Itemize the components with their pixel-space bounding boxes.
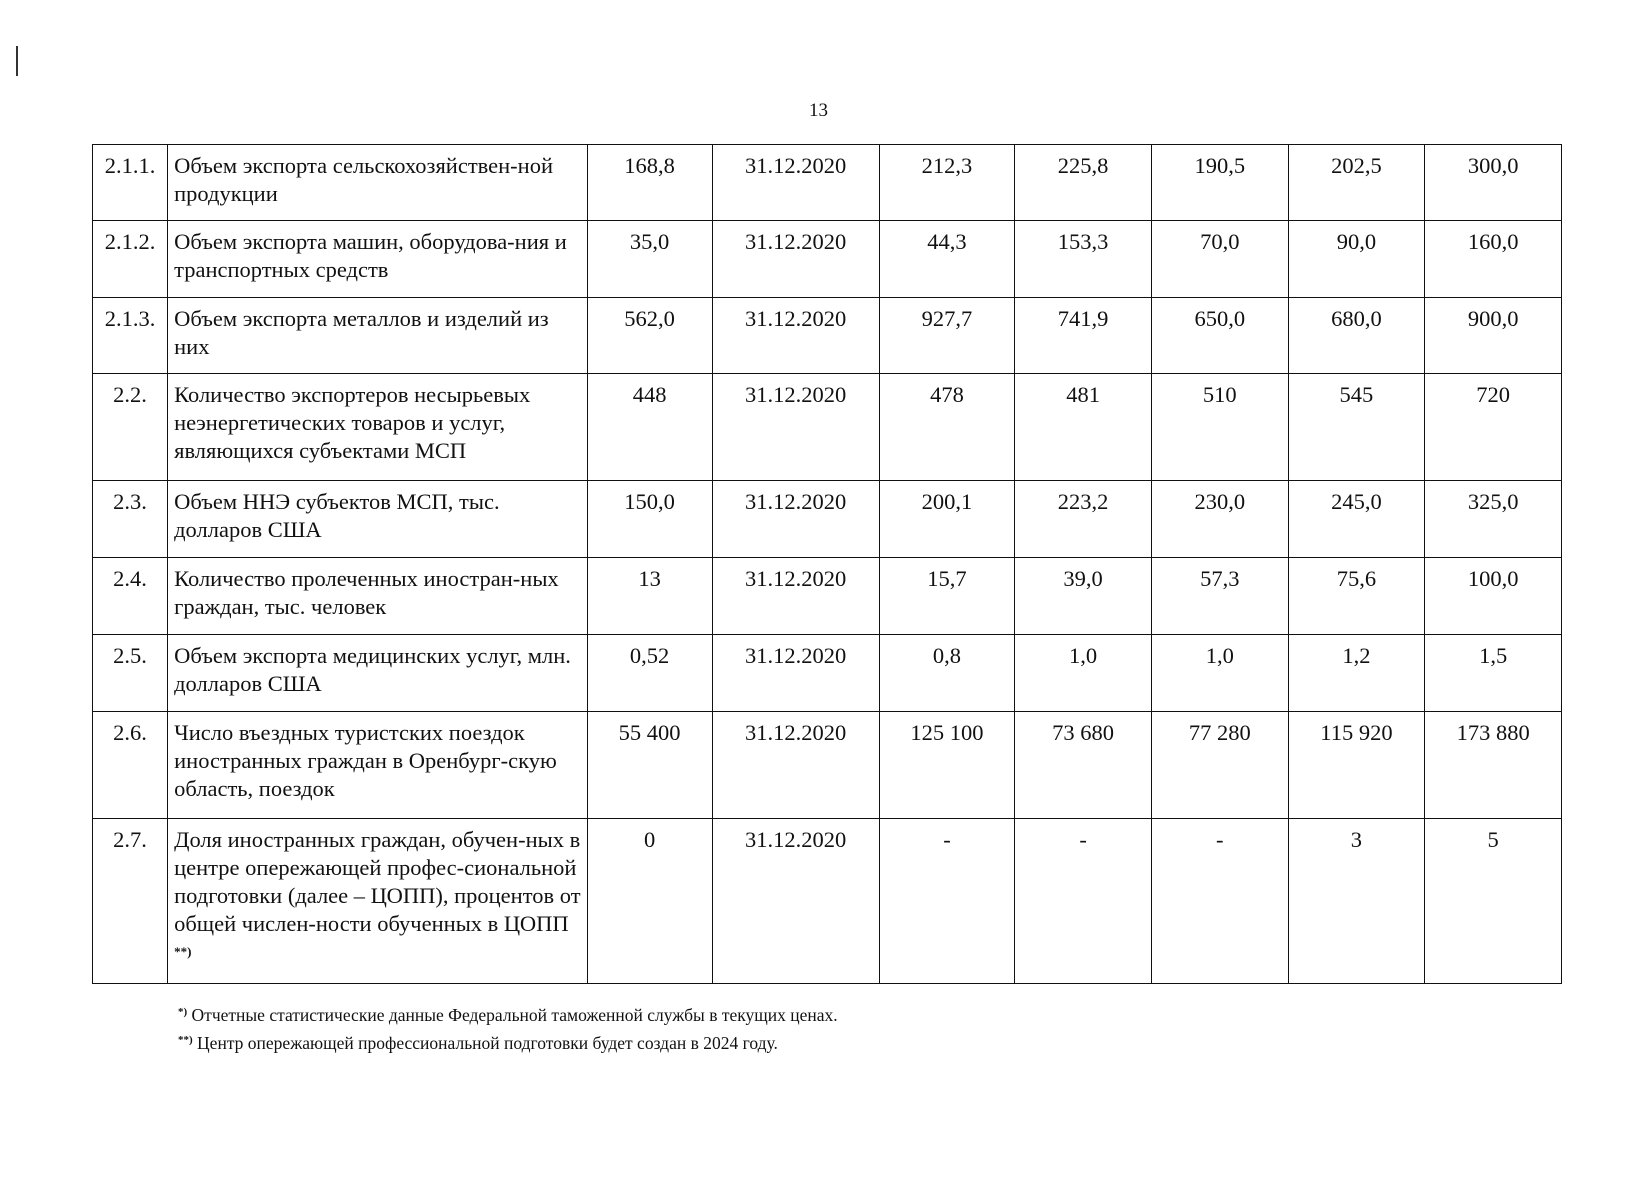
footnote-text: Отчетные статистические данные Федеральной таможенной службы в текущих ценах. [187,1005,838,1025]
value-3: 70,0 [1151,221,1288,298]
row-number: 2.1.2. [93,221,168,298]
row-number: 2.2. [93,374,168,481]
indicator-name: Объем экспорта медицинских услуг, млн. долларов США [168,635,587,712]
base-date: 31.12.2020 [712,635,879,712]
indicators-table [92,144,1562,984]
indicator-name-text: Доля иностранных граждан, обучен-ных в центре опережающей профес-сиональной подготовки (далее – ЦОПП), процентов от общей числен-ности обученных в ЦОПП [174,827,581,936]
indicator-name [168,819,587,984]
base-date: 31.12.2020 [712,221,879,298]
base-date: 31.12.2020 [712,374,879,481]
value-2: 223,2 [1015,481,1152,558]
value-5: 325,0 [1425,481,1562,558]
row-number: 2.7. [93,819,168,984]
table-row [93,819,1562,984]
row-number: 2.6. [93,712,168,819]
base-value: 168,8 [587,145,712,221]
value-2: 1,0 [1015,635,1152,712]
value-4: 202,5 [1288,145,1425,221]
value-1: - [879,819,1015,984]
footnote-mark: **) [178,1034,193,1046]
table-row [93,145,1562,221]
table-row [93,712,1562,819]
value-5: 900,0 [1425,298,1562,374]
footnote-mark: *) [178,1006,188,1018]
base-value: 562,0 [587,298,712,374]
indicator-name: Объем ННЭ субъектов МСП, тыс. долларов США [168,481,587,558]
value-1: 200,1 [879,481,1015,558]
table-row [93,298,1562,374]
indicator-name: Объем экспорта металлов и изделий из них [168,298,587,374]
indicator-name: Число въездных туристских поездок иностранных граждан в Оренбург-скую область, поездок [168,712,587,819]
page-number: 13 [809,100,828,121]
table-row [93,221,1562,298]
table-row [93,558,1562,635]
value-1: 125 100 [879,712,1015,819]
value-4: 245,0 [1288,481,1425,558]
footnote-2 [178,1028,838,1056]
footnotes [178,1000,838,1056]
value-4: 3 [1288,819,1425,984]
indicator-name: Количество пролеченных иностран-ных граждан, тыс. человек [168,558,587,635]
value-3: 1,0 [1151,635,1288,712]
row-number: 2.5. [93,635,168,712]
base-date: 31.12.2020 [712,712,879,819]
value-3: 650,0 [1151,298,1288,374]
value-4: 75,6 [1288,558,1425,635]
base-value: 35,0 [587,221,712,298]
table-row [93,481,1562,558]
value-3: - [1151,819,1288,984]
value-1: 927,7 [879,298,1015,374]
value-4: 1,2 [1288,635,1425,712]
value-4: 115 920 [1288,712,1425,819]
value-3: 190,5 [1151,145,1288,221]
row-number: 2.1.3. [93,298,168,374]
value-5: 173 880 [1425,712,1562,819]
base-value: 150,0 [587,481,712,558]
row-number: 2.3. [93,481,168,558]
footnote-1 [178,1000,838,1028]
value-5: 160,0 [1425,221,1562,298]
row-number: 2.1.1. [93,145,168,221]
value-1: 212,3 [879,145,1015,221]
base-date: 31.12.2020 [712,481,879,558]
value-1: 0,8 [879,635,1015,712]
value-3: 510 [1151,374,1288,481]
indicator-name: Объем экспорта машин, оборудова-ния и транспортных средств [168,221,587,298]
value-1: 478 [879,374,1015,481]
value-2: 481 [1015,374,1152,481]
base-date: 31.12.2020 [712,819,879,984]
value-4: 545 [1288,374,1425,481]
footnote-text: Центр опережающей профессиональной подготовки будет создан в 2024 году. [192,1033,778,1053]
footnote-ref: **) [174,944,192,959]
base-value: 0,52 [587,635,712,712]
indicator-name: Объем экспорта сельскохозяйствен-ной продукции [168,145,587,221]
value-5: 300,0 [1425,145,1562,221]
row-number: 2.4. [93,558,168,635]
value-4: 680,0 [1288,298,1425,374]
value-5: 100,0 [1425,558,1562,635]
value-3: 230,0 [1151,481,1288,558]
base-date: 31.12.2020 [712,558,879,635]
table-row [93,374,1562,481]
value-2: 225,8 [1015,145,1152,221]
base-date: 31.12.2020 [712,298,879,374]
value-5: 1,5 [1425,635,1562,712]
value-5: 5 [1425,819,1562,984]
value-2: - [1015,819,1152,984]
base-value: 448 [587,374,712,481]
value-2: 741,9 [1015,298,1152,374]
table-row [93,635,1562,712]
value-2: 39,0 [1015,558,1152,635]
base-date: 31.12.2020 [712,145,879,221]
value-4: 90,0 [1288,221,1425,298]
base-value: 0 [587,819,712,984]
base-value: 55 400 [587,712,712,819]
value-2: 153,3 [1015,221,1152,298]
indicator-name: Количество экспортеров несырьевых неэнергетических товаров и услуг, являющихся субъектами МСП [168,374,587,481]
value-5: 720 [1425,374,1562,481]
value-3: 57,3 [1151,558,1288,635]
value-3: 77 280 [1151,712,1288,819]
value-2: 73 680 [1015,712,1152,819]
base-value: 13 [587,558,712,635]
value-1: 44,3 [879,221,1015,298]
scan-edge-mark [16,46,18,76]
value-1: 15,7 [879,558,1015,635]
